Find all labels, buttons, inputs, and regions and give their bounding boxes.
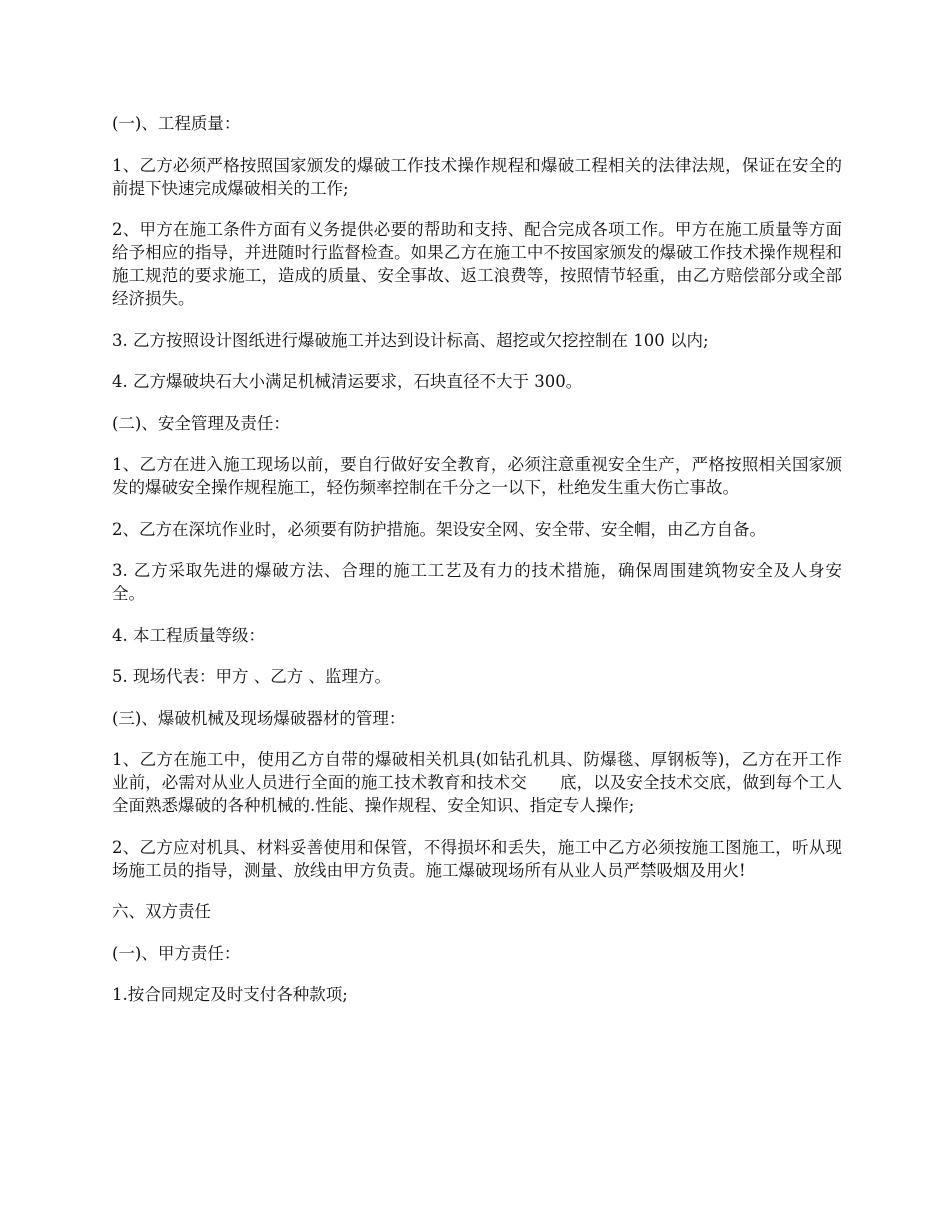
section-heading-safety: (二)、安全管理及责任： xyxy=(112,413,290,433)
paragraph-safety-4: 4. 本工程质量等级： xyxy=(112,625,265,645)
paragraph-safety-2: 2、乙方在深坑作业时，必须要有防护措施。架设安全网、安全带、安全帽，由乙方自备。 xyxy=(112,519,766,539)
section-heading-responsibilities: 六、双方责任 xyxy=(112,902,211,921)
paragraph-quality-2: 2、甲方在施工条件方面有义务提供必要的帮助和支持、配合完成各项工作。甲方在施工质量等方面给予相应的指导，并进随时行监督检查。如果乙方在施工中不按国家颁发的爆破工作技术操作规程和施工规范的要求施工，造成的质量、安全事故、返工浪费等，按照情节轻重，由乙方赔偿部分或全部经济损失。 xyxy=(112,220,842,308)
paragraph-equipment-1: 1、乙方在施工中，使用乙方自带的爆破相关机具(如钻孔机具、防爆毯、厚钢板等)，乙方在开工作业前，必需对从业人员进行全面的施工技术教育和技术交 底，以及安全技术交底，做到每个工人全面熟悉爆破的各种机械的.性能、操作规程、安全知识、指定专人操作; xyxy=(112,750,842,815)
document-page xyxy=(112,112,842,1025)
paragraph-quality-3: 3. 乙方按照设计图纸进行爆破施工并达到设计标高、超挖或欠挖控制在 100 以内; xyxy=(112,330,709,350)
paragraph-safety-5: 5. 现场代表：甲方 、乙方 、监理方。 xyxy=(112,667,391,686)
paragraph-equipment-2: 2、乙方应对机具、材料妥善使用和保管，不得损坏和丢失，施工中乙方必须按施工图施工，听从现场施工员的指导，测量、放线由甲方负责。施工爆破现场所有从业人员严禁吸烟及用火! xyxy=(112,837,842,880)
paragraph-party-a-1: 1.按合同规定及时支付各种款项; xyxy=(112,985,348,1004)
paragraph-quality-1: 1、乙方必须严格按照国家颁发的爆破工作技术操作规程和爆破工程相关的法律法规，保证在安全的前提下快速完成爆破相关的工作; xyxy=(112,155,842,198)
paragraph-safety-1: 1、乙方在进入施工现场以前，要自行做好安全教育，必须注意重视安全生产，严格按照相关国家颁发的爆破安全操作规程施工，轻伤频率控制在千分之一以下，杜绝发生重大伤亡事故。 xyxy=(112,455,842,497)
section-heading-quality: (一)、工程质量： xyxy=(112,114,241,133)
paragraph-safety-3: 3. 乙方采取先进的爆破方法、合理的施工工艺及有力的技术措施，确保周围建筑物安全及人身安全。 xyxy=(112,561,842,603)
paragraph-quality-4: 4. 乙方爆破块石大小满足机械清运要求，石块直径不大于 300。 xyxy=(112,372,583,391)
subsection-heading-party-a: (一)、甲方责任： xyxy=(112,943,241,963)
section-heading-equipment: (三)、爆破机械及现场爆破器材的管理： xyxy=(112,708,406,728)
